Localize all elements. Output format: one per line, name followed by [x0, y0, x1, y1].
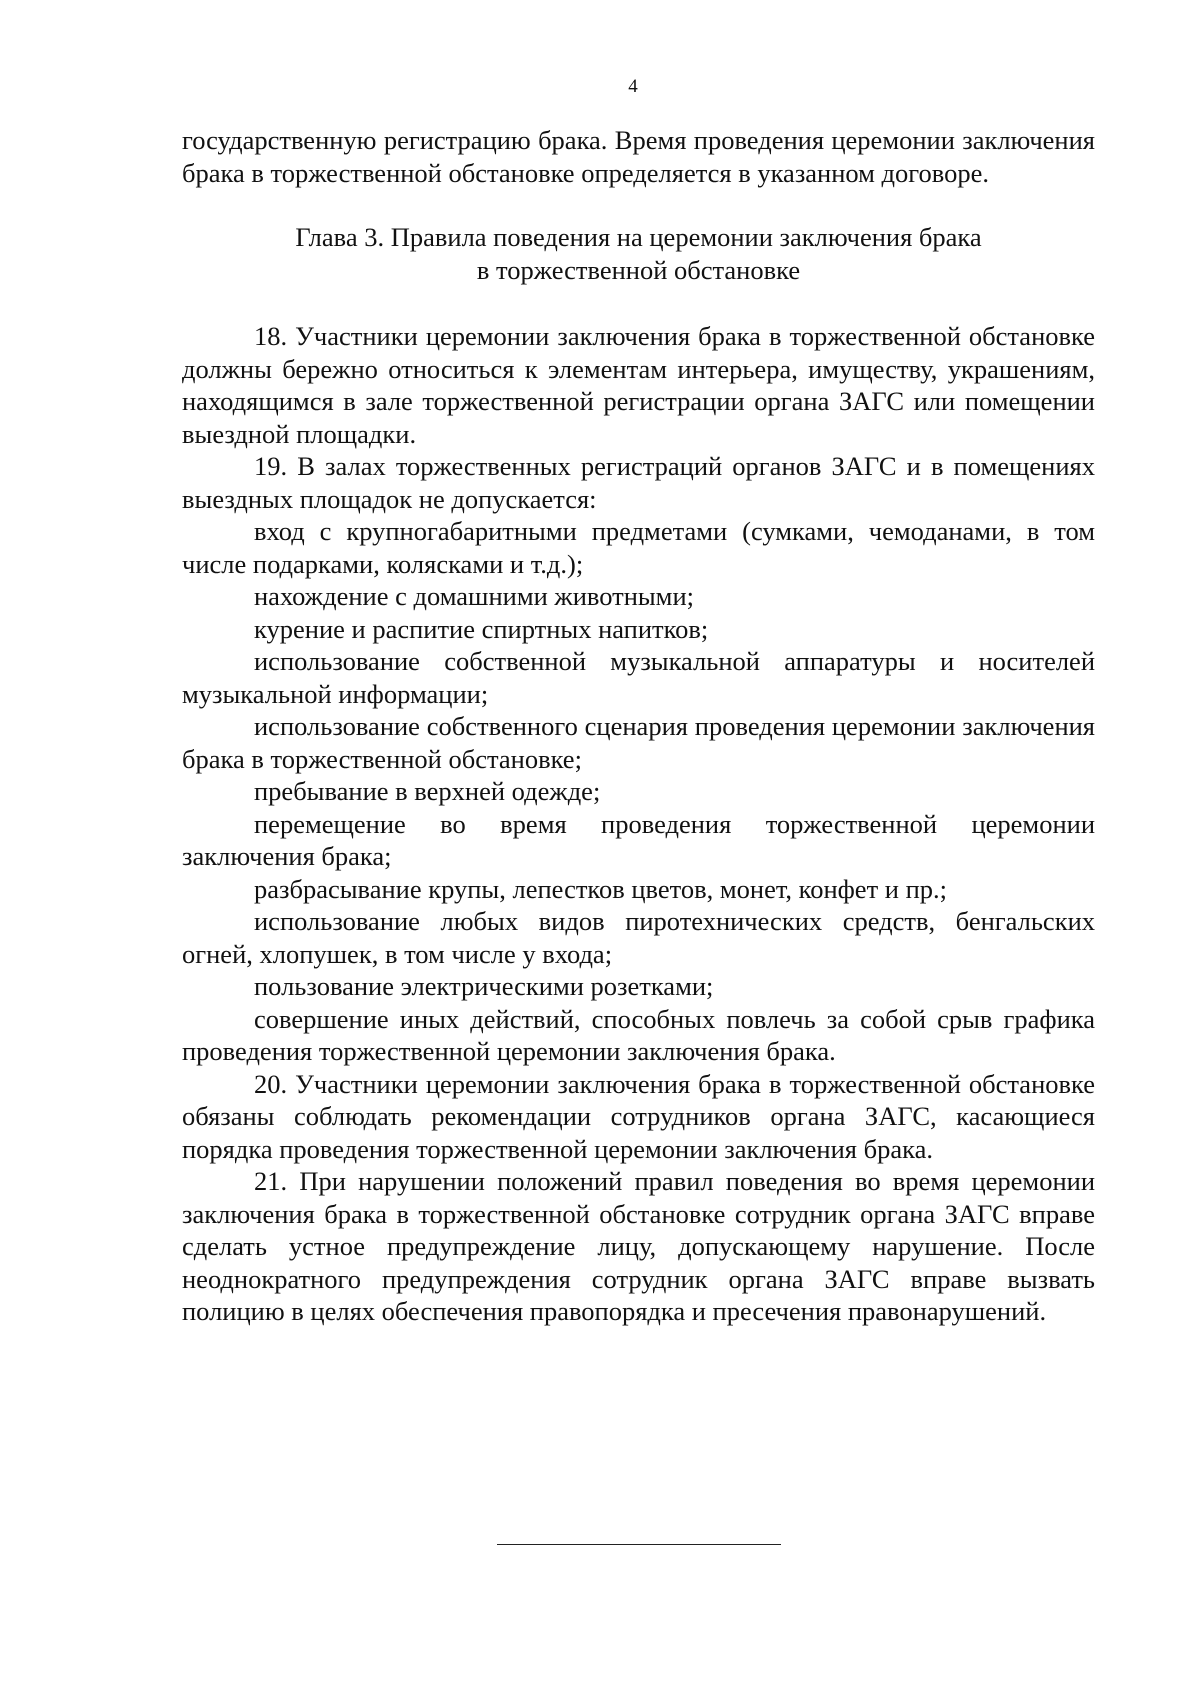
list-item-other-actions: совершение иных действий, способных повлечь за собой срыв графика проведения торжественной церемонии заключения брака.	[182, 1003, 1095, 1066]
paragraph-20: 20. Участники церемонии заключения брака в торжественной обстановке обязаны соблюдать рекомендации сотрудников органа ЗАГС, касающиеся порядка проведения торжественной церемонии заключения брака.	[182, 1068, 1095, 1164]
list-item-pets: нахождение с домашними животными;	[254, 581, 694, 611]
list-item-outerwear: пребывание в верхней одежде;	[254, 776, 601, 806]
paragraph-21: 21. При нарушении положений правил поведения во время церемонии заключения брака в торжественной обстановке сотрудник органа ЗАГС вправе сделать устное предупреждение лицу, допускающему нарушение. После неоднократного предупреждения сотрудник органа ЗАГС вправе вызвать полицию в целях обеспечения правопорядка и пресечения правонарушений.	[182, 1166, 1095, 1326]
list-item-own-audio: использование собственной музыкальной аппаратуры и носителей музыкальной информации;	[182, 646, 1095, 709]
chapter-heading	[182, 221, 1095, 286]
paragraph-18: 18. Участники церемонии заключения брака в торжественной обстановке должны бережно относиться к элементам интерьера, имуществу, украшениям, находящимся в зале торжественной регистрации органа ЗАГС или помещении выездной площадки.	[182, 321, 1095, 449]
list-item-moving: перемещение во время проведения торжественной церемонии заключения брака;	[182, 808, 1095, 871]
list-item-pyrotechnics: использование любых видов пиротехнических средств, бенгальских огней, хлопушек, в том числе у входа;	[182, 906, 1095, 969]
chapter-heading-line-1: Глава 3. Правила поведения на церемонии заключения брака	[295, 222, 982, 252]
paragraph-19: 19. В залах торжественных регистраций органов ЗАГС и в помещениях выездных площадок не допускается:	[182, 451, 1095, 514]
list-item-own-scenario: использование собственного сценария проведения церемонии заключения брака в торжественной обстановке;	[182, 711, 1095, 774]
chapter-heading-line-2: в торжественной обстановке	[476, 254, 801, 285]
list-item-smoking: курение и распитие спиртных напитков;	[254, 613, 709, 644]
list-item-sockets: пользование электрическими розетками;	[254, 971, 714, 1001]
intro-paragraph: государственную регистрацию брака. Время проведения церемонии заключения брака в торжественной обстановке определяется в указанном договоре.	[182, 125, 1095, 188]
page-number: 4	[628, 76, 638, 97]
list-item-bulky-items: вход с крупногабаритными предметами (сумками, чемоданами, в том числе подарками, колясками и т.д.);	[182, 516, 1095, 579]
end-of-document-rule	[497, 1544, 781, 1545]
document-body	[182, 124, 1095, 1328]
list-item-throwing: разбрасывание крупы, лепестков цветов, монет, конфет и пр.;	[254, 873, 947, 904]
